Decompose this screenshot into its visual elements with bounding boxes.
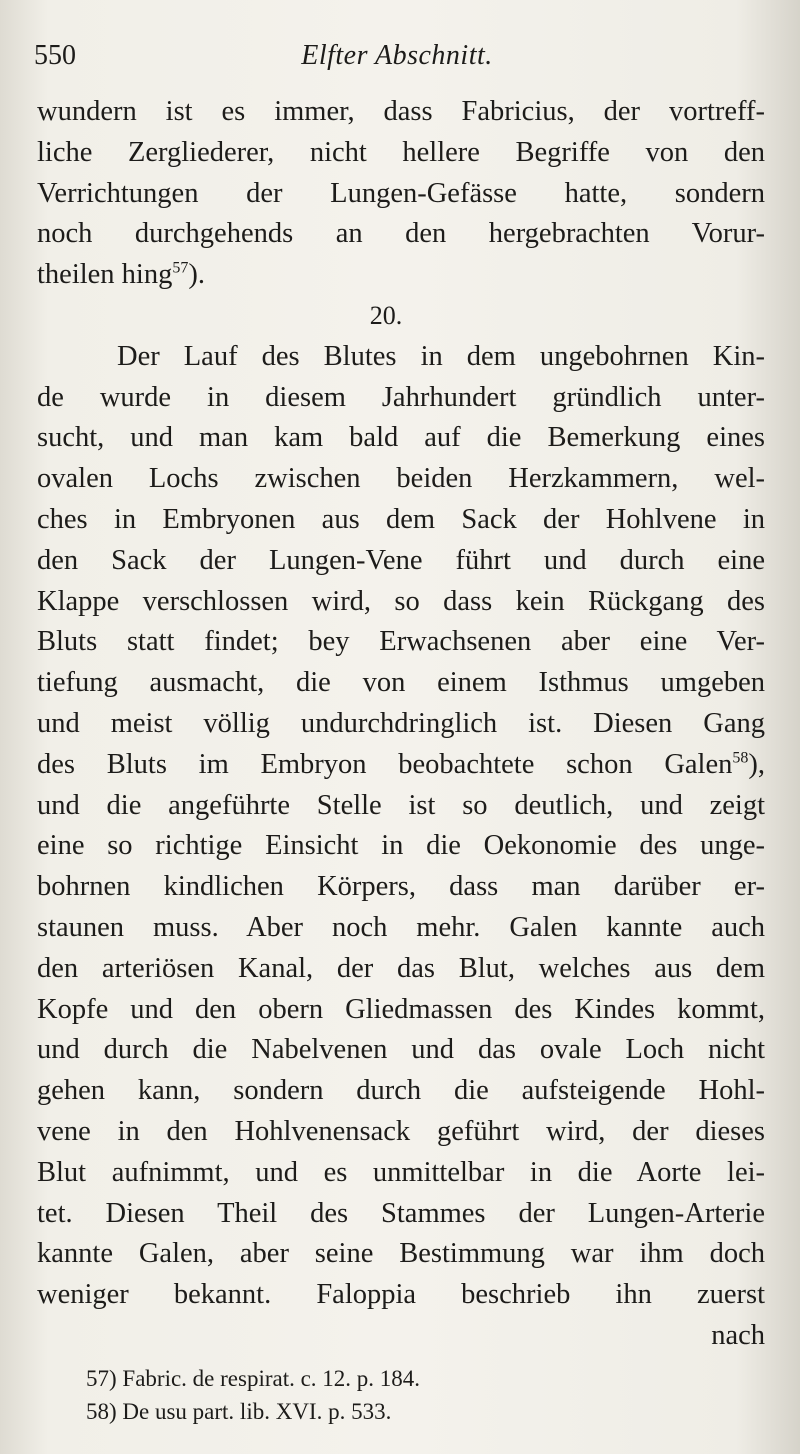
text-segment: des Bluts im Embryon beobachtete schon Galen bbox=[37, 748, 733, 780]
text-line: eine so richtige Einsicht in die Oekonomie des unge- bbox=[37, 830, 765, 862]
footnote-58: 58) De usu part. lib. XVI. p. 533. bbox=[86, 1399, 392, 1424]
text-line bbox=[37, 745, 765, 786]
footnotes bbox=[86, 1362, 646, 1428]
footnote-ref-58: 58 bbox=[732, 749, 749, 767]
text-segment: ). bbox=[188, 259, 205, 291]
text-segment: theilen hing bbox=[37, 259, 173, 291]
text-line: Blut aufnimmt, und es unmittelbar in die Aorte lei- bbox=[37, 1156, 765, 1188]
text-line: Kopfe und den obern Gliedmassen des Kindes kommt, bbox=[37, 993, 765, 1025]
section-number: 20. bbox=[369, 300, 403, 330]
text-line: Verrichtungen der Lungen-Gefässe hatte, sondern bbox=[37, 177, 765, 209]
text-segment: ), bbox=[748, 748, 765, 780]
text-line: sucht, und man kam bald auf die Bemerkung eines bbox=[37, 422, 765, 454]
text-line: Der Lauf des Blutes in dem ungebohrnen Kin- bbox=[117, 340, 765, 372]
text-line: noch durchgehends an den hergebrachten Vorur- bbox=[37, 218, 765, 250]
text-line: ovalen Lochs zwischen beiden Herzkammern, wel- bbox=[37, 463, 765, 495]
text-line: gehen kann, sondern durch die aufsteigende Hohl- bbox=[37, 1075, 765, 1107]
text-line: vene in den Hohlvenensack geführt wird, der dieses bbox=[37, 1115, 765, 1147]
text-line: den arteriösen Kanal, der das Blut, welches aus dem bbox=[37, 952, 765, 984]
text-line: Bluts statt findet; bey Erwachsenen aber eine Ver- bbox=[37, 626, 765, 658]
page-number: 550 bbox=[34, 40, 76, 71]
text-line bbox=[37, 255, 765, 296]
text-line: Klappe verschlossen wird, so dass kein Rückgang des bbox=[37, 585, 765, 617]
text-line: kannte Galen, aber seine Bestimmung war ihm doch bbox=[37, 1238, 765, 1270]
running-title: Elfter Abschnitt. bbox=[301, 40, 493, 71]
text-line: und meist völlig undurchdringlich ist. Diesen Gang bbox=[37, 707, 765, 739]
text-line: und die angeführte Stelle ist so deutlich, und zeigt bbox=[37, 789, 765, 821]
text-line: staunen muss. Aber noch mehr. Galen kannte auch bbox=[37, 911, 765, 943]
text-line: und durch die Nabelvenen und das ovale Loch nicht bbox=[37, 1034, 765, 1066]
text-line: de wurde in diesem Jahrhundert gründlich unter- bbox=[37, 381, 765, 413]
text-line: bohrnen kindlichen Körpers, dass man darüber er- bbox=[37, 871, 765, 903]
footnote-57: 57) Fabric. de respirat. c. 12. p. 184. bbox=[86, 1366, 421, 1391]
body-text bbox=[37, 92, 765, 1357]
text-line: tet. Diesen Theil des Stammes der Lungen-Arterie bbox=[37, 1197, 765, 1229]
catchword: nach bbox=[711, 1319, 765, 1351]
text-line: ches in Embryonen aus dem Sack der Hohlvene in bbox=[37, 503, 765, 535]
text-line: weniger bekannt. Faloppia beschrieb ihn zuerst bbox=[37, 1279, 765, 1311]
text-line: liche Zergliederer, nicht hellere Begriffe von den bbox=[37, 136, 765, 168]
footnote-ref-57: 57 bbox=[172, 259, 189, 277]
text-line: wundern ist es immer, dass Fabricius, der vortreff- bbox=[37, 96, 765, 127]
page-header bbox=[34, 40, 760, 80]
text-line: tiefung ausmacht, die von einem Isthmus umgeben bbox=[37, 667, 765, 699]
text-line: den Sack der Lungen-Vene führt und durch eine bbox=[37, 544, 765, 576]
